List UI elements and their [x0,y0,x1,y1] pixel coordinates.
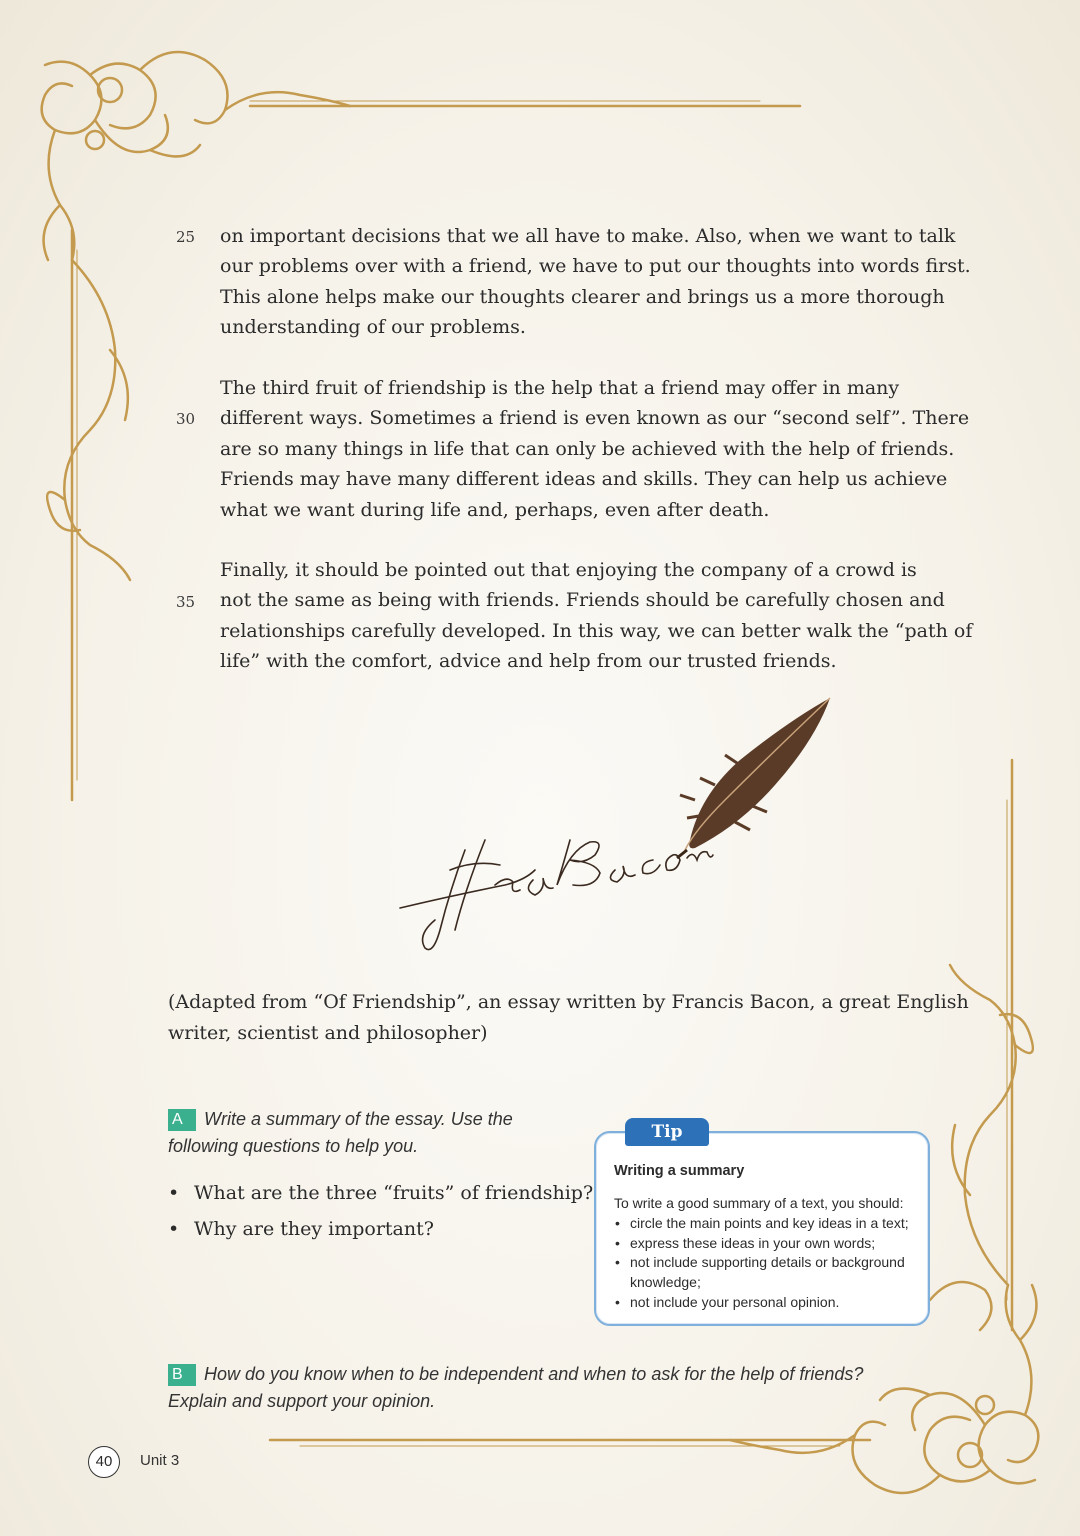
text-line: our problems over with a friend, we have to put our thoughts into words first. [220,255,971,278]
list-item: • What are the three “fruits” of friendship? [168,1182,594,1204]
essay-paragraph-3 [220,555,973,677]
text-line: This alone helps make our thoughts clearer and brings us a more thorough [220,285,945,308]
question-text: Why are they important? [194,1218,434,1240]
text-line: relationships carefully developed. In this way, we can better walk the “path of [220,619,973,642]
text-line: different ways. Sometimes a friend is even known as our “second self”. There [220,407,970,430]
text-line: following questions to help you. [168,1136,419,1156]
text-line: How do you know when to be independent and when to ask for the help of friends? [204,1364,864,1384]
list-item: • Why are they important? [168,1218,434,1240]
list-item: • not include supporting details or background knowledge; [614,1253,922,1292]
tip-heading: Writing a summary [614,1163,745,1179]
text-line: understanding of our problems. [220,316,526,339]
text-line: Finally, it should be pointed out that enjoying the company of a crowd is [220,559,917,581]
list-item: • not include your personal opinion. [614,1293,922,1313]
question-text: What are the three “fruits” of friendship? [194,1182,594,1204]
text-line: on important decisions that we all have to make. Also, when we want to talk [220,225,956,247]
tip-list [614,1214,922,1313]
unit-label: Unit 3 [140,1452,180,1469]
task-a-instruction [168,1106,513,1160]
tip-intro: To write a good summary of a text, you should: [614,1195,904,1211]
task-a-questions [168,1175,593,1247]
task-a-badge: A [168,1109,196,1131]
text-line: life” with the comfort, advice and help from our trusted friends. [220,650,837,673]
tip-box [594,1131,930,1326]
tip-tab: Tip [625,1118,709,1146]
task-b-badge: B [168,1364,196,1386]
text-line: Explain and support your opinion. [168,1391,436,1411]
line-number: 35 [176,593,196,611]
essay-source-note [168,987,969,1048]
text-line: writer, scientist and philosopher) [168,1021,488,1044]
task-b-instruction [168,1361,863,1415]
text-line: The third fruit of friendship is the help that a friend may offer in many [220,377,900,399]
essay-paragraph-1 [220,221,971,343]
text-line: not the same as being with friends. Friends should be carefully chosen and [220,589,945,612]
list-item: • circle the main points and key ideas in a text; [614,1214,922,1234]
text-line: Write a summary of the essay. Use the [204,1109,513,1129]
text-line: what we want during life and, perhaps, even after death. [220,498,770,521]
text-line: Friends may have many different ideas and skills. They can help us achieve [220,468,948,491]
text-line: (Adapted from “Of Friendship”, an essay written by Francis Bacon, a great English [168,991,969,1013]
quill-signature-image [395,690,845,970]
essay-paragraph-2 [220,373,970,525]
line-number: 25 [176,228,196,246]
page-number: 40 [88,1446,120,1478]
list-item: • express these ideas in your own words; [614,1234,922,1254]
text-line: are so many things in life that can only be achieved with the help of friends. [220,437,955,460]
line-number: 30 [176,410,196,428]
